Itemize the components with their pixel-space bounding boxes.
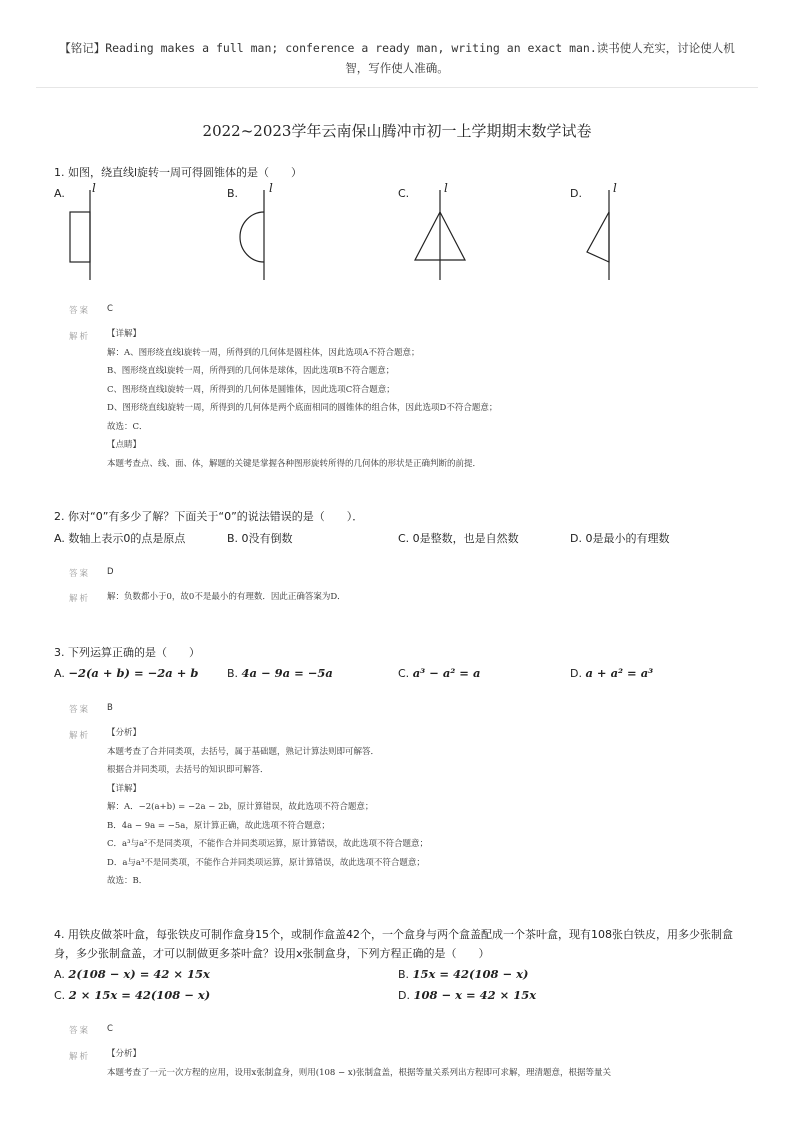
question-1-text: 1. 如图，绕直线l旋转一周可得圆锥体的是（ ）	[54, 166, 303, 179]
exam-title: 2022~2023学年云南保山腾冲市初一上学期期末数学试卷	[202, 122, 592, 140]
q2-option-c: C. 0是整数，也是自然数	[398, 532, 519, 545]
q3-exp-line: 【分析】	[107, 728, 142, 738]
figure-d-right-triangle	[575, 180, 625, 285]
q4-analysis-label: 解析	[69, 1052, 91, 1062]
q3-answer: B	[107, 703, 113, 713]
q1-option-c-label: C.	[398, 187, 410, 200]
q1-answer: C	[107, 304, 113, 314]
q1-option-a-label: A.	[54, 187, 65, 200]
q3-exp-line: 根据合并同类项，去括号的知识即可解答．	[107, 765, 269, 775]
q2-explanation: 解：负数都小于0，故0不是最小的有理数．因此正确答案为D．	[107, 592, 346, 602]
q3-option-b-letter: B.	[227, 667, 239, 680]
q2-answer: D	[107, 567, 114, 577]
question-3-text: 3. 下列运算正确的是（ ）	[54, 646, 200, 659]
figure-a-rectangle	[60, 180, 100, 285]
q3-exp-line: 本题考查了合并同类项，去括号，属于基础题，熟记计算法则即可解答．	[107, 746, 380, 757]
q3-option-d	[570, 666, 653, 680]
question-2-text: 2. 你对“0”有多少了解？下面关于“0”的说法错误的是（ ）．	[54, 510, 364, 523]
q4-option-a	[54, 967, 210, 981]
q1-option-d-label: D.	[570, 187, 582, 200]
q4-option-c-letter: C.	[54, 989, 66, 1002]
divider	[36, 87, 758, 88]
q4-text-line-2: 身，多少张制盒盖，才可以制做更多茶叶盒？设用x张制盒身，下列方程正确的是（ ）	[54, 947, 490, 960]
q2-option-b: B. 0没有倒数	[227, 532, 293, 545]
q4-option-b-letter: B.	[398, 968, 410, 981]
q3-exp-line: D．a与a³不是同类项，不能作合并同类项运算，原计算错误，故此选项不符合题意；	[107, 857, 425, 868]
q1-exp-line: B、图形绕直线l旋转一周，所得到的几何体是球体，因此选项B不符合题意；	[107, 366, 395, 376]
q3-option-a	[54, 666, 198, 680]
q1-answer-label: 答案	[69, 306, 91, 316]
q3-exp-line: 【详解】	[107, 783, 142, 794]
motto-line-1: 【铭记】Reading makes a full man; conference a ready man, writing an exact man.读书使人充实，讨论使人机	[59, 41, 735, 55]
q1-exp-line: D、图形绕直线l旋转一周，所得到的几何体是两个底面相同的圆锥体的组合体，因此选项D不符合题意；	[107, 403, 498, 413]
axis-letter-d: l	[613, 181, 617, 195]
q4-answer: C	[107, 1024, 113, 1034]
q1-exp-line: C、图形绕直线l旋转一周，所得到的几何体是圆锥体，因此选项C符合题意；	[107, 384, 395, 395]
axis-letter-c: l	[444, 181, 448, 195]
q4-option-b	[398, 967, 528, 981]
q1-exp-line: 【点睛】	[107, 440, 142, 450]
q4-option-a-formula: 2(108 − x) = 42 × 15x	[68, 967, 210, 981]
q4-text-line-1: 4. 用铁皮做茶叶盒，每张铁皮可制作盒身15个，或制作盒盖42个，一个盒身与两个盒盖配成一个茶叶盒，现有108张白铁皮，用多少张制盒	[54, 928, 733, 941]
q3-option-d-formula: a + a² = a³	[585, 666, 654, 680]
q3-option-c-letter: C.	[398, 667, 410, 680]
q4-option-d	[398, 988, 536, 1002]
q4-exp-line: 【分析】	[107, 1049, 142, 1059]
q3-exp-line: C．a³与a²不是同类项，不能作合并同类项运算，原计算错误，故此选项不符合题意；	[107, 839, 428, 849]
q4-option-d-letter: D.	[398, 989, 410, 1002]
figure-c-triangle	[405, 180, 475, 285]
q3-option-c-formula: a³ − a² = a	[412, 666, 481, 680]
q1-explanation	[107, 325, 497, 473]
q4-exp-line: 本题考查了一元一次方程的应用，设用x张制盒身，则用(108 − x)张制盒盖，根据等量关系列出方程即可求解，理清题意，根据等量关	[107, 1067, 611, 1078]
q3-option-c	[398, 666, 480, 680]
q3-option-a-letter: A.	[54, 667, 65, 680]
q2-option-a: A. 数轴上表示0的点是原点	[54, 532, 186, 545]
q3-analysis-label: 解析	[69, 731, 91, 741]
q4-answer-label: 答案	[69, 1026, 91, 1036]
q3-option-b	[227, 666, 333, 680]
q4-option-c	[54, 988, 210, 1002]
figure-b-semicircle	[235, 180, 280, 285]
q4-option-c-formula: 2 × 15x = 42(108 − x)	[68, 988, 211, 1002]
question-4-text	[54, 925, 733, 963]
q1-exp-line: 本题考查点、线、面、体，解题的关键是掌握各种图形旋转所得的几何体的形状是正确判断的前提．	[107, 458, 482, 469]
q1-analysis-label: 解析	[69, 332, 91, 342]
q3-answer-label: 答案	[69, 705, 91, 715]
q3-option-b-formula: 4a − 9a = −5a	[241, 666, 333, 680]
q2-option-d: D. 0是最小的有理数	[570, 532, 670, 545]
q4-option-a-letter: A.	[54, 968, 65, 981]
q3-explanation	[107, 724, 428, 891]
q4-option-d-formula: 108 − x = 42 × 15x	[413, 988, 537, 1002]
q3-exp-line: 解：A．−2(a+b) = −2a − 2b，原计算错误，故此选项不符合题意；	[107, 802, 374, 812]
q1-exp-line: 解：A、图形绕直线l旋转一周，所得到的几何体是圆柱体，因此选项A不符合题意；	[107, 347, 420, 358]
q3-option-a-formula: −2(a + b) = −2a + b	[68, 666, 199, 680]
motto	[36, 38, 758, 78]
q2-analysis-label: 解析	[69, 594, 91, 604]
motto-line-2: 智，写作使人准确。	[345, 61, 449, 75]
q4-explanation	[107, 1045, 611, 1082]
q3-exp-line: 故选：B．	[107, 876, 148, 886]
q1-option-b-label: B.	[227, 187, 239, 200]
q1-exp-line: 【详解】	[107, 329, 142, 339]
axis-letter-a: l	[92, 181, 96, 195]
axis-letter-b: l	[269, 181, 273, 195]
q1-exp-line: 故选：C．	[107, 421, 148, 432]
q3-exp-line: B．4a − 9a = −5a，原计算正确，故此选项不符合题意；	[107, 820, 330, 831]
q2-answer-label: 答案	[69, 569, 91, 579]
q4-option-b-formula: 15x = 42(108 − x)	[412, 967, 529, 981]
q3-option-d-letter: D.	[570, 667, 582, 680]
